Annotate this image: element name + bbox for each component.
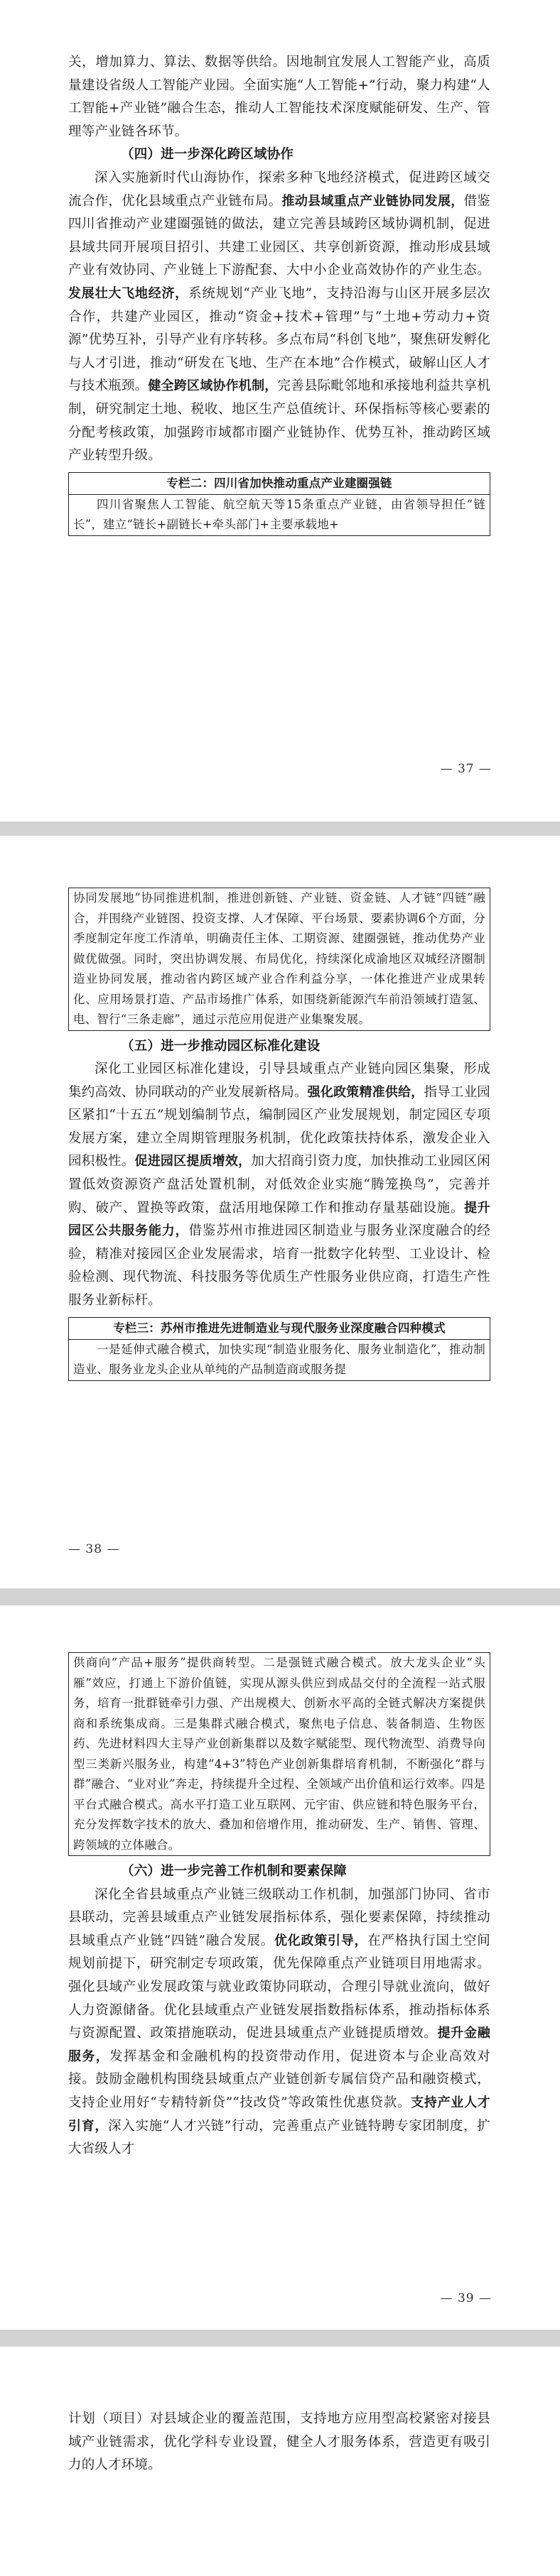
sidebar-box	[68, 1652, 490, 1856]
document-page-40	[0, 2347, 560, 2576]
sidebar-box	[68, 472, 490, 536]
page-content	[68, 1652, 490, 2161]
page-number: — 37 —	[440, 762, 492, 776]
section-heading: （六）进一步完善工作机制和要素保障	[121, 1864, 347, 1879]
section-heading: （五）进一步推动园区标准化建设	[121, 1038, 321, 1054]
page-number: — 39 —	[440, 2291, 492, 2305]
section-heading: （四）进一步深化跨区域协作	[121, 147, 294, 163]
paragraph: 计划（项目）对县域企业的覆盖范围，支持地方应用型高校紧密对接县域产业链需求，优化学科专业设置，健全人才服务体系，营造更有吸引力的人才环境。	[68, 2411, 490, 2473]
page-number: — 38 —	[68, 1542, 120, 1556]
box-body: 一是延伸式融合模式，加快实现“制造业服务化、服务业制造化”，推动制造业、服务业龙头企业从单纯的产品制造商或服务提	[73, 1342, 485, 1377]
box-body: 供商向“产品+服务”提供商转型。二是强链式融合模式。放大龙头企业“头雁”效应，打通上下游价值链，实现从源头供应到成品交付的全流程一站式服务，培育一批群链牵引力强、产出规模大、创新水平高的全链式解决方案提供商和系统集成商。三是集群式融合模式，聚焦电子信息、装备制造、生物医药、先进材料四大主导产业创新集群以及数字赋能型、现代物流型、消费导向型三类新兴服务业，构建“4+3”特色产业创新集群培育机制，不断强化“群与群”融合、“业对业”奔走，持续提升全过程、全领域产出价值和运行效率。四是平台式融合模式。高水平打造工业互联网、元宇宙、供应链和特色服务平台，充分发挥数字技术的放大、叠加和倍增作用，推动研发、生产、销售、管理、跨领域的立体融合。	[73, 1656, 485, 1852]
document-page-38	[0, 836, 560, 1588]
sidebar-box	[68, 888, 490, 1031]
paragraph: 深入实施新时代山海协作，探索多种飞地经济模式，促进跨区域交流合作，优化县域重点产业链布局。推动县域重点产业链协同发展，借鉴四川省推动产业建圈强链的做法，建立完善县域跨区域协调机制，促进县域共同开展项目招引、共建工业园区、共享创新资源，推动形成县域产业有效协同、产业链上下游配套、大中小企业高效协作的产业生态。发展壮大飞地经济，系统规划“产业飞地”，支持沿海与山区开展多层次合作，共建产业园区，推动“资金+技术+管理”与“土地+劳动力+资源”优势互补，引导产业有序转移。多点布局“科创飞地”，聚焦研发孵化与人才引进，推动“研发在飞地、生产在本地”合作模式，破解山区人才与技术瓶颈。健全跨区域协作机制，完善县际毗邻地和承接地利益共享机制，研究制定土地、税收、地区生产总值统计、环保指标等核心要素的分配考核政策，加强跨市域都市圈产业链协作、优势互补，推动跨区域产业转型升级。	[68, 170, 491, 464]
document-page-37	[0, 0, 560, 822]
paragraph: 深化全省县域重点产业链三级联动工作机制，加强部门协同、省市县联动，完善县域重点产业链发展指标体系，强化要素保障，持续推动县域重点产业链“四链”融合发展。优化政策引导，在严格执行国土空间规划前提下，研究制定专项政策，优先保障重点产业链项目用地需求。强化县域产业发展政策与就业政策协同联动，合理引导就业流向，做好人力资源储备。优化县域重点产业链发展指数指标体系，推动指标体系与资源配置、政策措施联动，促进县域重点产业链提质增效。提升金融服务，发挥基金和金融机构的投资带动作用，促进资本与企业高效对接。鼓励金融机构围绕县域重点产业链创新专属信贷产品和融资模式，支持企业用好“专精特新贷”“技改贷”等政策性优惠贷款。支持产业人才引育，深入实施“人才兴链”行动，完善重点产业链特聘专家团制度，扩大省级人才	[68, 1887, 491, 2157]
box-body: 协同发展地”协同推进机制，推进创新链、产业链、资金链、人才链“四链”融合，并围绕产业链图、投资支撑、人才保障、平台场景、要素协调6个方面，分季度制定年度工作清单，明确责任主体、工期资源、建圈强链，推动优势产业做优做强。同时，突出协调发展、布局优化，持续深化成渝地区双城经济圈制造业协同发展，推动省内跨区域产业合作利益分享，一体化推进产业成果转化、应用场景打造、产品市场推广体系，如围绕新能源汽车前沿领域打造氢、电、智行“三条走廊”，通过示范应用促进产业集聚发展。	[73, 891, 485, 1026]
paragraph: 关，增加算力、算法、数据等供给。因地制宜发展人工智能产业，高质量建设省级人工智能产业园。全面实施“人工智能+”行动，聚力构建“人工智能+产业链”融合生态，推动人工智能技术深度赋能研发、生产、管理等产业链各环节。	[68, 55, 490, 139]
page-content	[68, 888, 490, 1385]
box-body: 四川省聚焦人工智能、航空航天等15条重点产业链，由省领导担任“链长”，建立“链长+副链长+牵头部门+主要承载地+	[73, 497, 485, 532]
sidebar-box	[68, 1317, 490, 1381]
paragraph: 深化工业园区标准化建设，引导县域重点产业链向园区集聚，形成集约高效、协同联动的产业发展新格局。强化政策精准供给，指导工业园区紧扣“十五五”规划编制节点，编制园区产业发展规划，制定园区专项发展方案，建立全周期管理服务机制，优化政策扶持体系，激发企业入园积极性。促进园区提质增效，加大招商引资力度，加快推动工业园区闲置低效资源资产盘活处置机制，对低效企业实施“腾笼换鸟”，完善并购、破产、置换等政策，盘活用地保障工作和推动存量基础设施。提升园区公共服务能力，借鉴苏州市推进园区制造业与服务业深度融合的经验，精准对接园区企业发展需求，培育一批数字化转型、工业设计、检验检测、现代物流、科技服务等优质生产性服务业供应商，打造生产性服务业新标杆。	[68, 1061, 490, 1309]
box-title: 专栏三：苏州市推进先进制造业与现代服务业深度融合四种模式	[69, 1318, 490, 1340]
page-content	[68, 51, 490, 540]
document-page-39	[0, 1605, 560, 2330]
box-title: 专栏二：四川省加快推动重点产业建圈强链	[69, 473, 490, 495]
page-content	[68, 2408, 490, 2477]
